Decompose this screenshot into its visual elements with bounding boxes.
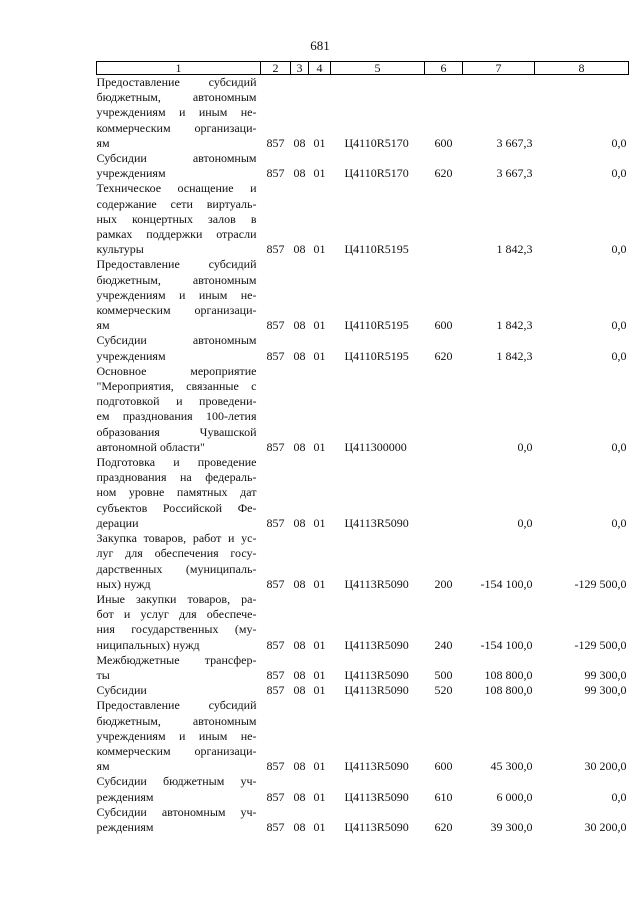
cell-expense-type: 500 <box>434 667 453 682</box>
row-name <box>97 531 261 592</box>
row-name-line: учреждениям <box>96 348 166 363</box>
cell-amount-2: -129 500,0 <box>574 576 627 591</box>
cell-subsection: 01 <box>313 318 326 333</box>
cell-subsection: 01 <box>313 135 326 150</box>
cell-amount-2: 30 200,0 <box>584 819 627 834</box>
cell-amount-1: 108 800,0 <box>484 683 533 698</box>
cell-amount-1: 3 667,3 <box>496 135 533 150</box>
cell-amount-1: 3 667,3 <box>496 166 533 181</box>
col-header-3: 3 <box>291 62 309 75</box>
cell-amount-2: 0,0 <box>611 166 627 181</box>
cell-gov-code: 857 <box>266 348 285 363</box>
row-name-line: Предоставление субсидий <box>96 698 257 713</box>
row-name-line: Межбюджетные трансфер- <box>96 652 257 667</box>
cell-expense-type: 620 <box>434 348 453 363</box>
row-name <box>97 805 261 835</box>
row-name-line: ния государственных (му- <box>96 622 257 637</box>
cell-section: 08 <box>293 242 306 257</box>
table-row <box>97 333 629 363</box>
cell-amount-2: 0,0 <box>611 515 627 530</box>
row-name-line: Субсидии бюджетным уч- <box>96 774 257 789</box>
row-name-line: Иные закупки товаров, ра- <box>96 591 257 606</box>
table-row <box>97 531 629 592</box>
row-name-line: учреждениям и иным не- <box>96 287 257 302</box>
row-name-line: "Мероприятия, связанные с <box>96 379 257 394</box>
table-row <box>97 683 629 698</box>
row-name <box>97 181 261 257</box>
row-name-line: дарственных (муниципаль- <box>96 561 257 576</box>
table-row <box>97 653 629 683</box>
row-name-line: учреждениям и иным не- <box>96 105 257 120</box>
col-header-8: 8 <box>535 62 629 75</box>
row-name-line: ном уровне памятных дат <box>96 485 257 500</box>
col-header-5: 5 <box>331 62 425 75</box>
cell-amount-1: 1 842,3 <box>496 318 533 333</box>
row-name-line: учреждениям и иным не- <box>96 728 257 743</box>
cell-gov-code: 857 <box>266 667 285 682</box>
cell-subsection: 01 <box>313 789 326 804</box>
cell-gov-code: 857 <box>266 683 285 698</box>
table-row <box>97 805 629 835</box>
row-name-line: ям <box>96 759 110 774</box>
cell-section: 08 <box>293 683 306 698</box>
cell-target-article: Ц4110R5195 <box>344 348 409 363</box>
row-name-line: ниципальных) нужд <box>96 637 200 652</box>
row-name-line: субъектов Российской Фе- <box>96 500 257 515</box>
cell-amount-2: -129 500,0 <box>574 637 627 652</box>
cell-expense-type <box>425 181 463 257</box>
cell-section: 08 <box>293 759 306 774</box>
cell-amount-2: 99 300,0 <box>584 667 627 682</box>
cell-amount-2: 0,0 <box>611 439 627 454</box>
cell-expense-type: 600 <box>434 135 453 150</box>
cell-subsection: 01 <box>313 348 326 363</box>
row-name-line: ты <box>96 667 110 682</box>
cell-section: 08 <box>293 135 306 150</box>
cell-expense-type: 610 <box>434 789 453 804</box>
row-name-line: рамках поддержки отрасли <box>96 227 257 242</box>
cell-amount-2: 0,0 <box>611 789 627 804</box>
row-name-line: реждениям <box>96 789 154 804</box>
header-row <box>97 62 629 75</box>
cell-amount-1: 1 842,3 <box>496 242 533 257</box>
row-name-line: бот и услуг для обеспече- <box>96 607 257 622</box>
row-name-line: образования Чувашской <box>96 424 257 439</box>
cell-subsection: 01 <box>313 242 326 257</box>
table-row <box>97 181 629 257</box>
cell-expense-type: 620 <box>434 166 453 181</box>
row-name-line: Основное мероприятие <box>96 363 257 378</box>
cell-section: 08 <box>293 819 306 834</box>
row-name-line: Закупка товаров, работ и ус- <box>96 531 257 546</box>
row-name-line: луг для обеспечения госу- <box>96 546 257 561</box>
row-name-line: ям <box>96 318 110 333</box>
cell-gov-code: 857 <box>266 637 285 652</box>
row-name <box>97 592 261 653</box>
cell-expense-type <box>425 364 463 455</box>
row-name-line: Предоставление субсидий <box>96 75 257 89</box>
cell-subsection: 01 <box>313 637 326 652</box>
cell-amount-1: 45 300,0 <box>490 759 533 774</box>
row-name-line: Субсидии автономным <box>96 333 257 348</box>
cell-amount-2: 0,0 <box>611 318 627 333</box>
cell-amount-1: 0,0 <box>517 515 533 530</box>
cell-section: 08 <box>293 576 306 591</box>
cell-subsection: 01 <box>313 683 326 698</box>
row-name-line: реждениям <box>96 819 154 834</box>
cell-amount-1: -154 100,0 <box>480 576 533 591</box>
cell-subsection: 01 <box>313 166 326 181</box>
cell-expense-type: 620 <box>434 819 453 834</box>
cell-amount-2: 30 200,0 <box>584 759 627 774</box>
cell-target-article: Ц4113R5090 <box>344 683 409 698</box>
row-name <box>97 698 261 774</box>
cell-section: 08 <box>293 637 306 652</box>
cell-subsection: 01 <box>313 439 326 454</box>
row-name-line: Субсидии автономным уч- <box>96 804 257 819</box>
cell-gov-code: 857 <box>266 576 285 591</box>
table-row <box>97 364 629 455</box>
row-name-line: Подготовка и проведение <box>96 455 257 470</box>
cell-expense-type: 600 <box>434 759 453 774</box>
row-name-line: ем празднования 100-летия <box>96 409 257 424</box>
cell-expense-type: 600 <box>434 318 453 333</box>
cell-target-article: Ц4110R5170 <box>344 166 409 181</box>
cell-expense-type: 240 <box>434 637 453 652</box>
cell-gov-code: 857 <box>266 166 285 181</box>
cell-section: 08 <box>293 166 306 181</box>
cell-target-article: Ц4110R5195 <box>344 242 409 257</box>
row-name <box>97 75 261 152</box>
table-row <box>97 455 629 531</box>
cell-gov-code: 857 <box>266 242 285 257</box>
page-number: 681 <box>310 38 330 53</box>
row-name-line: бюджетным, автономным <box>96 90 257 105</box>
row-name-line: автономной области" <box>96 439 205 454</box>
table-row <box>97 592 629 653</box>
row-name-line: коммерческим организаци- <box>96 743 257 758</box>
cell-gov-code: 857 <box>266 135 285 150</box>
cell-gov-code: 857 <box>266 439 285 454</box>
row-name-line: Техническое оснащение и <box>96 181 257 196</box>
cell-subsection: 01 <box>313 759 326 774</box>
cell-section: 08 <box>293 439 306 454</box>
table-row <box>97 151 629 181</box>
cell-amount-1: 1 842,3 <box>496 348 533 363</box>
col-header-6: 6 <box>425 62 463 75</box>
cell-amount-1: 108 800,0 <box>484 667 533 682</box>
cell-amount-1: 6 000,0 <box>496 789 533 804</box>
row-name-line: празднования на федераль- <box>96 470 257 485</box>
row-name-line: подготовкой и проведени- <box>96 394 257 409</box>
budget-table <box>96 61 629 835</box>
cell-section: 08 <box>293 667 306 682</box>
cell-amount-1: 0,0 <box>517 439 533 454</box>
cell-amount-2: 0,0 <box>611 348 627 363</box>
cell-target-article: Ц4113R5090 <box>344 789 409 804</box>
cell-amount-1: -154 100,0 <box>480 637 533 652</box>
row-name <box>97 333 261 363</box>
cell-subsection: 01 <box>313 576 326 591</box>
cell-subsection: 01 <box>313 515 326 530</box>
cell-target-article: Ц4113R5090 <box>344 637 409 652</box>
cell-section: 08 <box>293 348 306 363</box>
col-header-7: 7 <box>463 62 535 75</box>
row-name-line: бюджетным, автономным <box>96 272 257 287</box>
cell-expense-type: 520 <box>434 683 453 698</box>
cell-expense-type <box>425 455 463 531</box>
row-name <box>97 151 261 181</box>
row-name-line: Предоставление субсидий <box>96 257 257 272</box>
row-name-line: бюджетным, автономным <box>96 713 257 728</box>
row-name-line: ных) нужд <box>96 576 151 591</box>
row-name-line: дерации <box>96 515 139 530</box>
cell-amount-2: 0,0 <box>611 135 627 150</box>
row-name <box>97 774 261 804</box>
row-name <box>97 455 261 531</box>
table-row <box>97 774 629 804</box>
row-name-line: культуры <box>96 242 144 257</box>
cell-target-article: Ц4110R5195 <box>344 318 409 333</box>
row-name-line: учреждениям <box>96 166 166 181</box>
cell-target-article: Ц4113R5090 <box>344 576 409 591</box>
table-row <box>97 698 629 774</box>
row-name-line: Субсидии автономным <box>96 151 257 166</box>
row-name-line: коммерческим организаци- <box>96 303 257 318</box>
cell-amount-1: 39 300,0 <box>490 819 533 834</box>
cell-target-article: Ц4113R5090 <box>344 667 409 682</box>
table-row <box>97 75 629 152</box>
cell-gov-code: 857 <box>266 819 285 834</box>
cell-gov-code: 857 <box>266 318 285 333</box>
cell-target-article: Ц411300000 <box>344 439 407 454</box>
row-name <box>97 683 261 698</box>
cell-amount-2: 0,0 <box>611 242 627 257</box>
cell-section: 08 <box>293 318 306 333</box>
row-name-line: Субсидии <box>96 683 147 698</box>
cell-expense-type: 200 <box>434 576 453 591</box>
cell-target-article: Ц4113R5090 <box>344 819 409 834</box>
cell-target-article: Ц4113R5090 <box>344 759 409 774</box>
table-row <box>97 257 629 333</box>
cell-target-article: Ц4110R5170 <box>344 135 409 150</box>
cell-subsection: 01 <box>313 819 326 834</box>
cell-gov-code: 857 <box>266 789 285 804</box>
row-name <box>97 364 261 455</box>
col-header-2: 2 <box>261 62 291 75</box>
cell-section: 08 <box>293 789 306 804</box>
row-name <box>97 653 261 683</box>
cell-gov-code: 857 <box>266 515 285 530</box>
cell-section: 08 <box>293 515 306 530</box>
row-name-line: ям <box>96 135 110 150</box>
cell-subsection: 01 <box>313 667 326 682</box>
col-header-4: 4 <box>309 62 331 75</box>
cell-target-article: Ц4113R5090 <box>344 515 409 530</box>
cell-gov-code: 857 <box>266 759 285 774</box>
row-name-line: содержание сети виртуаль- <box>96 196 257 211</box>
col-header-1: 1 <box>97 62 261 75</box>
row-name-line: коммерческим организаци- <box>96 120 257 135</box>
row-name-line: ных концертных залов в <box>96 211 257 226</box>
cell-amount-2: 99 300,0 <box>584 683 627 698</box>
row-name <box>97 257 261 333</box>
